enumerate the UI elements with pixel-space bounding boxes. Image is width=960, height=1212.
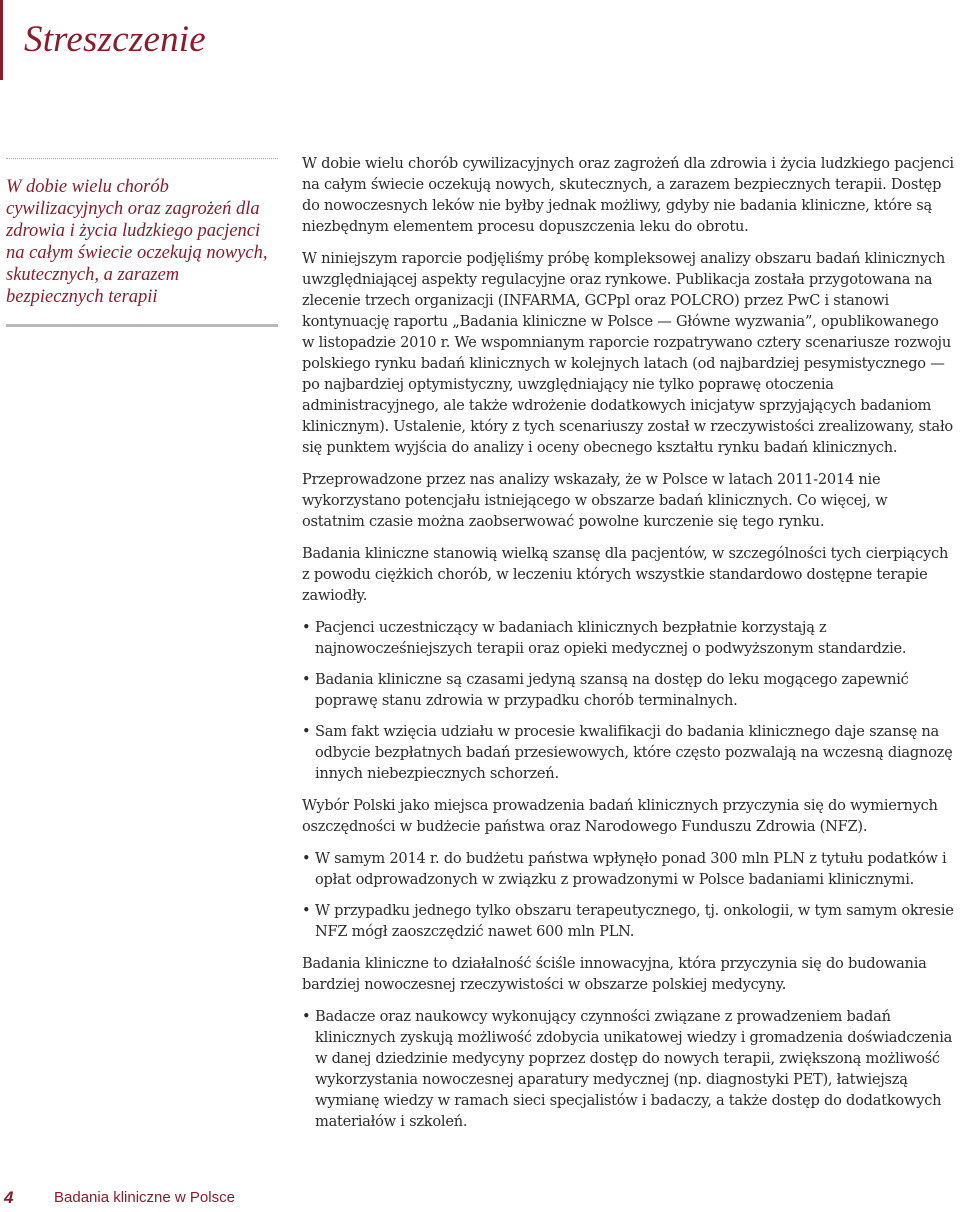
list-item — [302, 1006, 954, 1132]
paragraph-innovation: Badania kliniczne to działalność ściśle innowacyjna, która przyczynia się do budowania bardziej nowoczesnej rzeczywistości w obszarze polskiej medycyny. — [302, 955, 927, 993]
list-item — [302, 900, 954, 942]
bullet-icon: • — [302, 671, 311, 688]
list-item — [302, 721, 954, 784]
bullet-icon: • — [302, 723, 311, 740]
paragraph-state-savings: Wybór Polski jako miejsca prowadzenia badań klinicznych przyczynia się do wymiernych oszczędności w budżecie państwa oraz Narodowego Funduszu Zdrowia (NFZ). — [302, 797, 938, 835]
researcher-benefits-list — [302, 1006, 954, 1132]
paragraph-analysis-findings: Przeprowadzone przez nas analizy wskazały, że w Polsce w latach 2011-2014 nie wykorzystano potencjału istniejącego w obszarze badań klinicznych. Co więcej, w ostatnim czasie można zaobserwować powolne kurczenie się tego rynku. — [302, 471, 888, 530]
bullet-icon: • — [302, 850, 311, 867]
list-item-text: Sam fakt wzięcia udziału w procesie kwalifikacji do badania klinicznego daje szansę na odbycie bezpłatnych badań przesiewowych, które często pozwalają na wczesną diagnozę innych niebezpiecznych schorzeń. — [315, 723, 953, 782]
savings-list — [302, 848, 954, 942]
bullet-icon: • — [302, 1008, 311, 1025]
list-item-text: Pacjenci uczestniczący w badaniach klinicznych bezpłatnie korzystają z najnowocześniejszych terapii oraz opieki medycznej o podwyższonym standardzie. — [315, 619, 907, 657]
list-item-text: W samym 2014 r. do budżetu państwa wpłynęło ponad 300 mln PLN z tytułu podatków i opłat odprowadzonych w związku z prowadzonymi w Polsce badaniami klinicznymi. — [315, 850, 947, 888]
bullet-icon: • — [302, 619, 311, 636]
running-title: Badania kliniczne w Polsce — [54, 1189, 235, 1206]
patient-benefits-list — [302, 617, 954, 784]
sidebar-bottom-divider — [6, 324, 278, 327]
list-item-text: Badacze oraz naukowcy wykonujący czynności związane z prowadzeniem badań klinicznych zyskują możliwość zdobycia unikatowej wiedzy i gromadzenia doświadczenia w danej dziedzinie medycyny poprzez dostęp do nowych terapii, zwiększoną możliwość wykorzystania nowoczesnej aparatury medycznej (np. diagnostyki PET), łatwiejszą wymianę wiedzy w ramach sieci specjalistów i badaczy, a także dostęp do dodatkowych materiałów i szkoleń. — [315, 1008, 953, 1130]
paragraph-patient-opportunity: Badania kliniczne stanowią wielką szansę dla pacjentów, w szczególności tych cierpiących z powodu ciężkich chorób, w leczeniu których wszystkie standardowo dostępne terapie zawiodły. — [302, 545, 949, 604]
list-item — [302, 669, 954, 711]
sidebar-pull-quote: W dobie wielu chorób cywilizacyjnych oraz zagrożeń dla zdrowia i życia ludzkiego pacjenci na całym świecie oczekują nowych, skutecznych, a zarazem bezpiecznych terapii — [6, 177, 268, 307]
paragraph-report-scope: W niniejszym raporcie podjęliśmy próbę kompleksowej analizy obszaru badań klinicznych uwzględniającej aspekty regulacyjne oraz rynkowe. Publikacja została przygotowana na zlecenie trzech organizacji (INFARMA, GCPpl oraz POLCRO) przez PwC i stanowi kontynuację raportu „Badania kliniczne w Polsce — Główne wyzwania”, opublikowanego w listopadzie 2010 r. We wspomnianym raporcie rozpatrywano cztery scenariusze rozwoju polskiego rynku badań klinicznych w kolejnych latach (od najbardziej pesymistycznego — po najbardziej optymistyczny, uwzględniający nie tylko poprawę otoczenia administracyjnego, ale także wdrożenie dodatkowych inicjatyw sprzyjających badaniom klinicznym). Ustalenie, który z tych scenariuszy został w rzeczywistości zrealizowany, stało się punktem wyjścia do analizy i oceny obecnego kształtu rynku badań klinicznych. — [302, 250, 953, 456]
paragraph-intro: W dobie wielu chorób cywilizacyjnych oraz zagrożeń dla zdrowia i życia ludzkiego pacjenci na całym świecie oczekują nowych, skutecznych, a zarazem bezpiecznych terapii. Dostęp do nowoczesnych leków nie byłby jednak możliwy, gdyby nie badania kliniczne, które są niezbędnym elementem procesu dopuszczenia leku do obrotu. — [302, 155, 954, 235]
bullet-icon: • — [302, 902, 311, 919]
page-title: Streszczenie — [24, 19, 206, 60]
list-item-text: W przypadku jednego tylko obszaru terapeutycznego, tj. onkologii, w tym samym okresie NFZ mógł zaoszczędzić nawet 600 mln PLN. — [315, 902, 954, 940]
list-item-text: Badania kliniczne są czasami jedyną szansą na dostęp do leku mogącego zapewnić poprawę stanu zdrowia w przypadku chorób terminalnych. — [315, 671, 909, 709]
title-accent-bar — [0, 0, 3, 80]
list-item — [302, 848, 954, 890]
list-item — [302, 617, 954, 659]
main-body — [302, 153, 954, 1143]
sidebar-top-divider — [6, 158, 278, 159]
page-number: 4 — [4, 1188, 14, 1207]
